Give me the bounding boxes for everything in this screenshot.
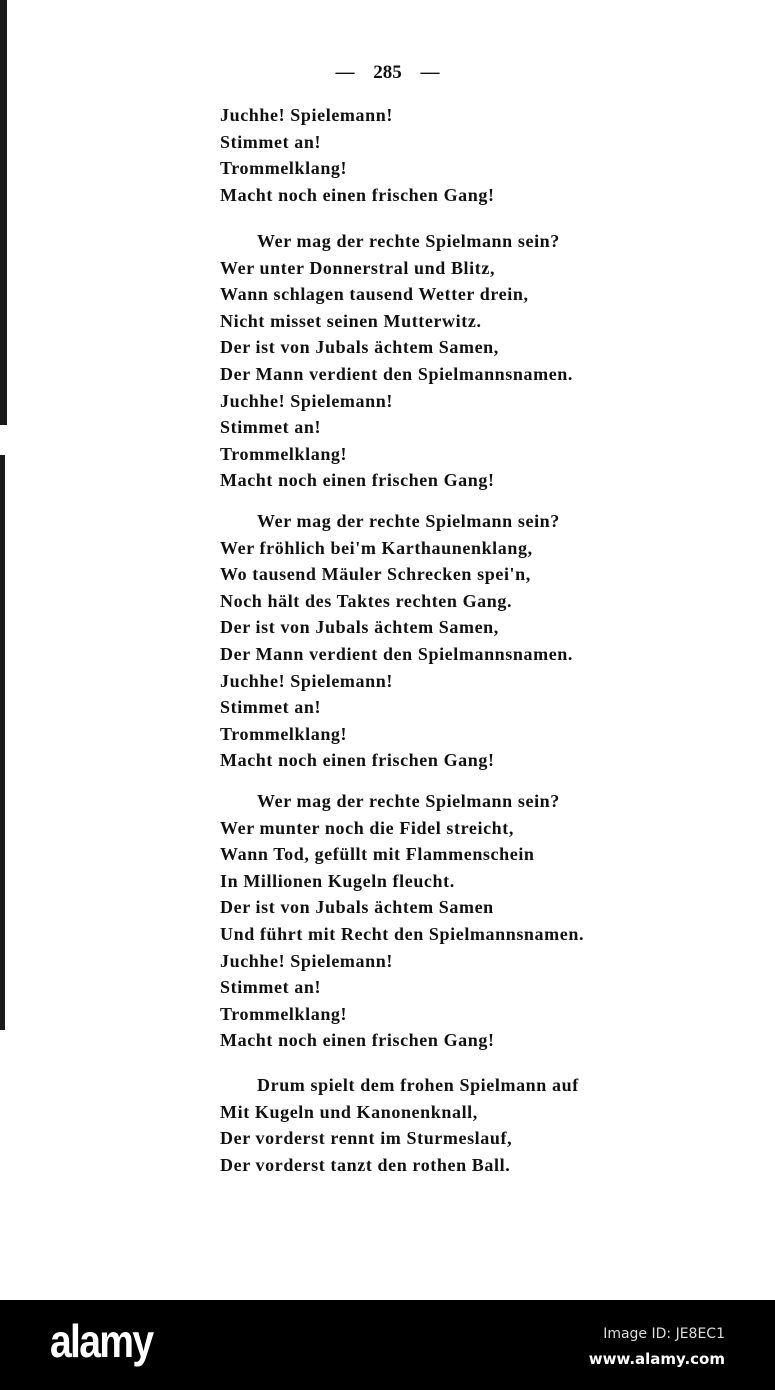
verse-line: Stimmet an! <box>220 131 322 152</box>
verse-line: Der Mann verdient den Spielmannsnamen. <box>220 643 573 664</box>
image-id: Image ID: JE8EC1 <box>603 1326 725 1342</box>
verse-line: Stimmet an! <box>220 417 322 438</box>
stanza-2 <box>220 508 573 774</box>
verse-line: Wer mag der rechte Spielmann sein? <box>257 791 560 811</box>
page-header <box>0 62 775 84</box>
stanza-final <box>220 1072 579 1178</box>
verse-line: Trommelklang! <box>220 158 348 179</box>
verse-line: Mit Kugeln und Kanonenknall, <box>220 1101 478 1122</box>
verse-line: Trommelklang! <box>220 1003 348 1024</box>
site-url: www.alamy.com <box>588 1350 725 1368</box>
verse-line: In Millionen Kugeln fleucht. <box>220 870 455 891</box>
verse-line: Trommelklang! <box>220 723 348 744</box>
verse-line: Nicht misset seinen Mutterwitz. <box>220 310 482 331</box>
page-number-dash-right: — <box>420 62 440 83</box>
verse-line: Wer mag der rechte Spielmann sein? <box>257 511 560 531</box>
alamy-logo: alamy <box>50 1315 153 1367</box>
verse-line: Wer fröhlich bei'm Karthaunenklang, <box>220 537 533 558</box>
stanza-1 <box>220 228 573 494</box>
verse-line: Der ist von Jubals ächtem Samen <box>220 897 494 918</box>
scan-edge-lower <box>0 455 5 1030</box>
verse-line: Der vorderst rennt im Sturmeslauf, <box>220 1128 513 1149</box>
verse-line: Und führt mit Recht den Spielmannsnamen. <box>220 923 585 944</box>
page-number-dash-left: — <box>335 62 355 83</box>
verse-line: Juchhe! Spielemann! <box>220 950 393 971</box>
verse-line: Juchhe! Spielemann! <box>220 390 393 411</box>
verse-line: Juchhe! Spielemann! <box>220 670 393 691</box>
verse-line: Der vorderst tanzt den rothen Ball. <box>220 1154 511 1175</box>
verse-line: Wer munter noch die Fidel streicht, <box>220 817 514 838</box>
verse-line: Macht noch einen frischen Gang! <box>220 1030 495 1051</box>
stanza-refrain <box>220 102 495 208</box>
verse-line: Wann schlagen tausend Wetter drein, <box>220 284 529 305</box>
verse-line: Der ist von Jubals ächtem Samen, <box>220 337 499 358</box>
verse-line: Drum spielt dem frohen Spielmann auf <box>257 1075 579 1095</box>
verse-line: Noch hält des Taktes rechten Gang. <box>220 590 513 611</box>
verse-line: Wer mag der rechte Spielmann sein? <box>257 231 560 251</box>
verse-line: Macht noch einen frischen Gang! <box>220 184 495 205</box>
verse-line: Stimmet an! <box>220 977 322 998</box>
verse-line: Juchhe! Spielemann! <box>220 105 393 125</box>
watermark-bar <box>0 1300 775 1390</box>
verse-line: Wo tausend Mäuler Schrecken spei'n, <box>220 564 531 585</box>
verse-line: Macht noch einen frischen Gang! <box>220 750 495 771</box>
verse-line: Trommelklang! <box>220 443 348 464</box>
page-number: 285 <box>373 62 402 83</box>
verse-line: Wer unter Donnerstral und Blitz, <box>220 257 496 278</box>
stanza-3 <box>220 788 584 1054</box>
verse-line: Macht noch einen frischen Gang! <box>220 470 495 491</box>
verse-line: Der Mann verdient den Spielmannsnamen. <box>220 363 573 384</box>
verse-line: Der ist von Jubals ächtem Samen, <box>220 617 499 638</box>
verse-line: Stimmet an! <box>220 697 322 718</box>
verse-line: Wann Tod, gefüllt mit Flammenschein <box>220 844 535 865</box>
